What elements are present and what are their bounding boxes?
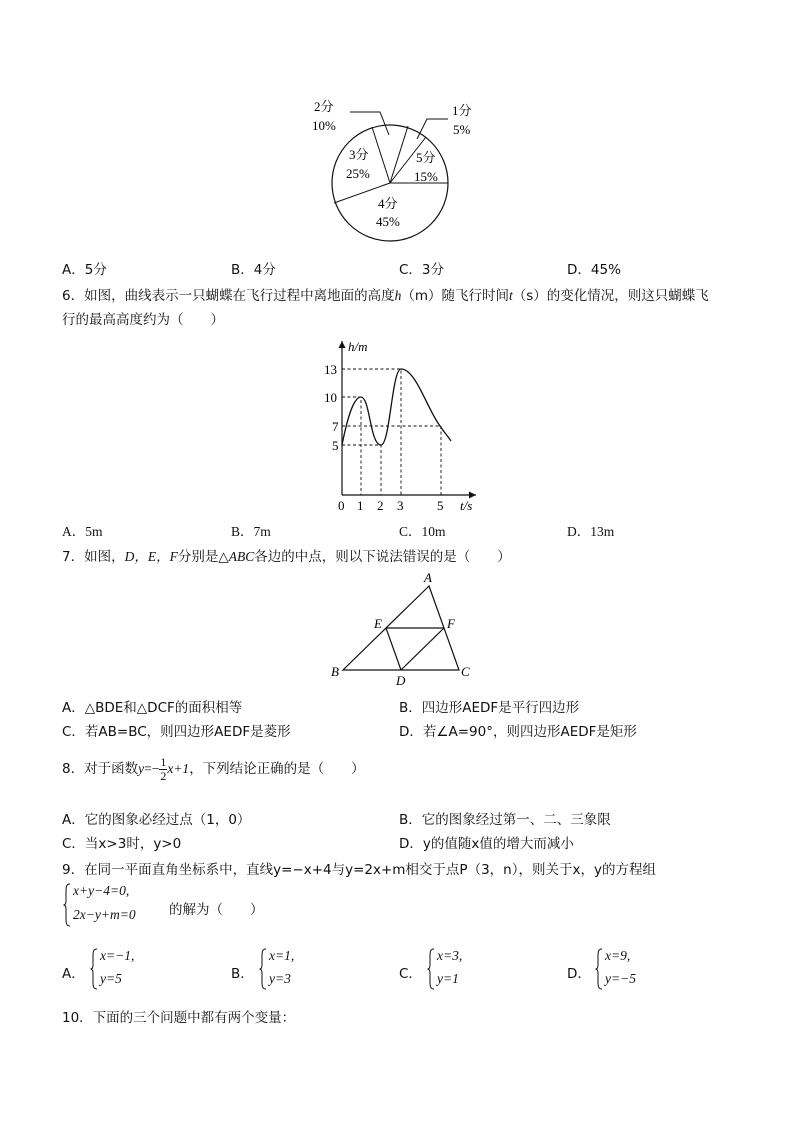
x-tick-5: 5 xyxy=(437,498,444,513)
q8-question xyxy=(62,755,365,783)
q8-text-a: 8．对于函数 xyxy=(62,761,139,777)
vertex-e: E xyxy=(374,616,382,631)
q6-option-b[interactable]: B．7m xyxy=(231,524,271,539)
brace-icon xyxy=(595,948,603,990)
pie-label-5fen: 5分 xyxy=(416,150,436,165)
fraction-denominator: 2 xyxy=(160,768,167,783)
q7-option-b[interactable]: B．四边形AEDF是平行四边形 xyxy=(399,700,580,716)
q6-question-line2: 行的最高高度约为（ ） xyxy=(62,312,224,328)
vertex-c: C xyxy=(461,664,470,679)
vertex-f: F xyxy=(447,616,455,631)
q5-option-c[interactable]: C．3分 xyxy=(399,262,445,278)
q7-abc: ABC xyxy=(228,549,255,564)
brace-icon xyxy=(90,948,98,990)
q9-option-a-eq1: x=−1, xyxy=(100,948,135,963)
pie-chart-figure xyxy=(310,95,485,247)
vertex-a: A xyxy=(424,570,432,585)
q7-text-c: 各边的中点，则以下说法错误的是（ ） xyxy=(254,549,511,565)
q6-option-a[interactable]: A．5m xyxy=(62,524,103,539)
q6-text-c: （s）的变化情况，则这只蝴蝶飞 xyxy=(512,288,709,304)
pie-label-2fen: 2分 xyxy=(314,99,334,114)
q9-option-b-eq1: x=1, xyxy=(269,948,295,963)
q8-func-eq: =− xyxy=(144,761,160,776)
vertex-b: B xyxy=(331,664,339,679)
q9-option-d-eq1: x=9, xyxy=(605,948,631,963)
q8-func-rest: x+1 xyxy=(167,761,190,776)
vertex-d: D xyxy=(396,673,406,688)
q8-option-b[interactable]: B．它的图象经过第一、二、三象限 xyxy=(399,812,611,828)
q9-system-eq2: 2x−y+m=0 xyxy=(73,907,136,922)
triangle-figure xyxy=(325,568,475,686)
q9-question-line2: 的解为（ ） xyxy=(169,902,264,918)
q6-question-line1 xyxy=(62,284,709,304)
q9-option-d-eq2: y=−5 xyxy=(605,971,636,986)
q7-option-a[interactable]: A．△BDE和△DCF的面积相等 xyxy=(62,700,243,716)
pie-pct-1fen: 5% xyxy=(453,122,471,137)
y-axis-label: h/m xyxy=(348,339,368,354)
q8-option-a[interactable]: A．它的图象必经过点（1，0） xyxy=(62,812,251,828)
pie-pct-3fen: 25% xyxy=(346,166,370,181)
q5-option-b[interactable]: B．4分 xyxy=(231,262,276,278)
fraction-numerator: 1 xyxy=(160,754,167,769)
q7-option-d[interactable]: D．若∠A=90°，则四边形AEDF是矩形 xyxy=(399,724,637,740)
q8-option-d[interactable]: D．y的值随x值的增大而减小 xyxy=(399,836,574,852)
pie-pct-4fen: 45% xyxy=(376,214,400,229)
q9-option-b[interactable] xyxy=(231,946,351,992)
pie-pct-5fen: 15% xyxy=(414,169,438,184)
pie-label-1fen: 1分 xyxy=(452,103,472,118)
q5-option-d[interactable]: D．45% xyxy=(567,262,621,278)
x-tick-1: 1 xyxy=(357,498,364,513)
q7-vars: D，E，F xyxy=(124,549,178,564)
q9-system-eq1: x+y−4=0, xyxy=(73,883,130,898)
q9-option-a-eq2: y=5 xyxy=(100,971,122,986)
y-tick-10: 10 xyxy=(324,390,337,405)
q8-func-y: y xyxy=(138,761,145,776)
y-tick-5: 5 xyxy=(332,438,339,453)
q7-text-a: 7．如图， xyxy=(62,549,125,565)
q9-option-d[interactable] xyxy=(567,946,687,992)
q5-option-a[interactable]: A．5分 xyxy=(62,262,107,278)
brace-icon xyxy=(259,948,267,990)
q7-text-b: 分别是△ xyxy=(177,549,229,565)
height-time-graph xyxy=(324,335,485,513)
y-tick-13: 13 xyxy=(324,362,337,377)
y-tick-7: 7 xyxy=(332,419,339,434)
q7-question xyxy=(62,545,511,565)
q9-option-d-letter: D． xyxy=(567,966,591,982)
q9-option-c-letter: C． xyxy=(399,966,422,982)
q6-text-b: （m）随飞行时间 xyxy=(401,288,509,304)
pie-label-4fen: 4分 xyxy=(378,196,398,211)
q9-option-b-eq2: y=3 xyxy=(269,971,291,986)
q6-option-d[interactable]: D．13m xyxy=(567,524,615,539)
q9-system-brace xyxy=(63,883,71,927)
pie-label-3fen: 3分 xyxy=(349,147,369,162)
q6-text-a: 6．如图，曲线表示一只蝴蝶在飞行过程中离地面的高度 xyxy=(62,288,395,304)
q6-option-c[interactable]: C．10m xyxy=(399,524,446,539)
q9-option-c-eq2: y=1 xyxy=(437,971,459,986)
q9-option-c-eq1: x=3, xyxy=(437,948,463,963)
q6-var-h: h xyxy=(394,288,402,303)
q9-option-b-letter: B． xyxy=(231,966,254,982)
x-tick-0: 0 xyxy=(338,498,345,513)
q8-option-c[interactable]: C．当x>3时，y>0 xyxy=(62,836,182,852)
q10-question: 10．下面的三个问题中都有两个变量： xyxy=(62,1010,296,1026)
q9-question-line1: 9．在同一平面直角坐标系中，直线y=−x+4与y=2x+m相交于点P（3，n），则关于x，y的方程组 xyxy=(62,862,656,878)
q6-var-t: t xyxy=(509,288,513,303)
pie-pct-2fen: 10% xyxy=(312,118,336,133)
q9-option-c[interactable] xyxy=(399,946,519,992)
x-tick-2: 2 xyxy=(377,498,384,513)
brace-icon xyxy=(427,948,435,990)
x-axis-label: t/s xyxy=(460,498,473,513)
x-tick-3: 3 xyxy=(397,498,404,513)
q9-option-a-letter: A． xyxy=(62,966,85,982)
q8-text-b: ，下列结论正确的是（ ） xyxy=(189,761,365,777)
q7-option-c[interactable]: C．若AB=BC，则四边形AEDF是菱形 xyxy=(62,724,291,740)
q9-option-a[interactable] xyxy=(62,946,182,992)
